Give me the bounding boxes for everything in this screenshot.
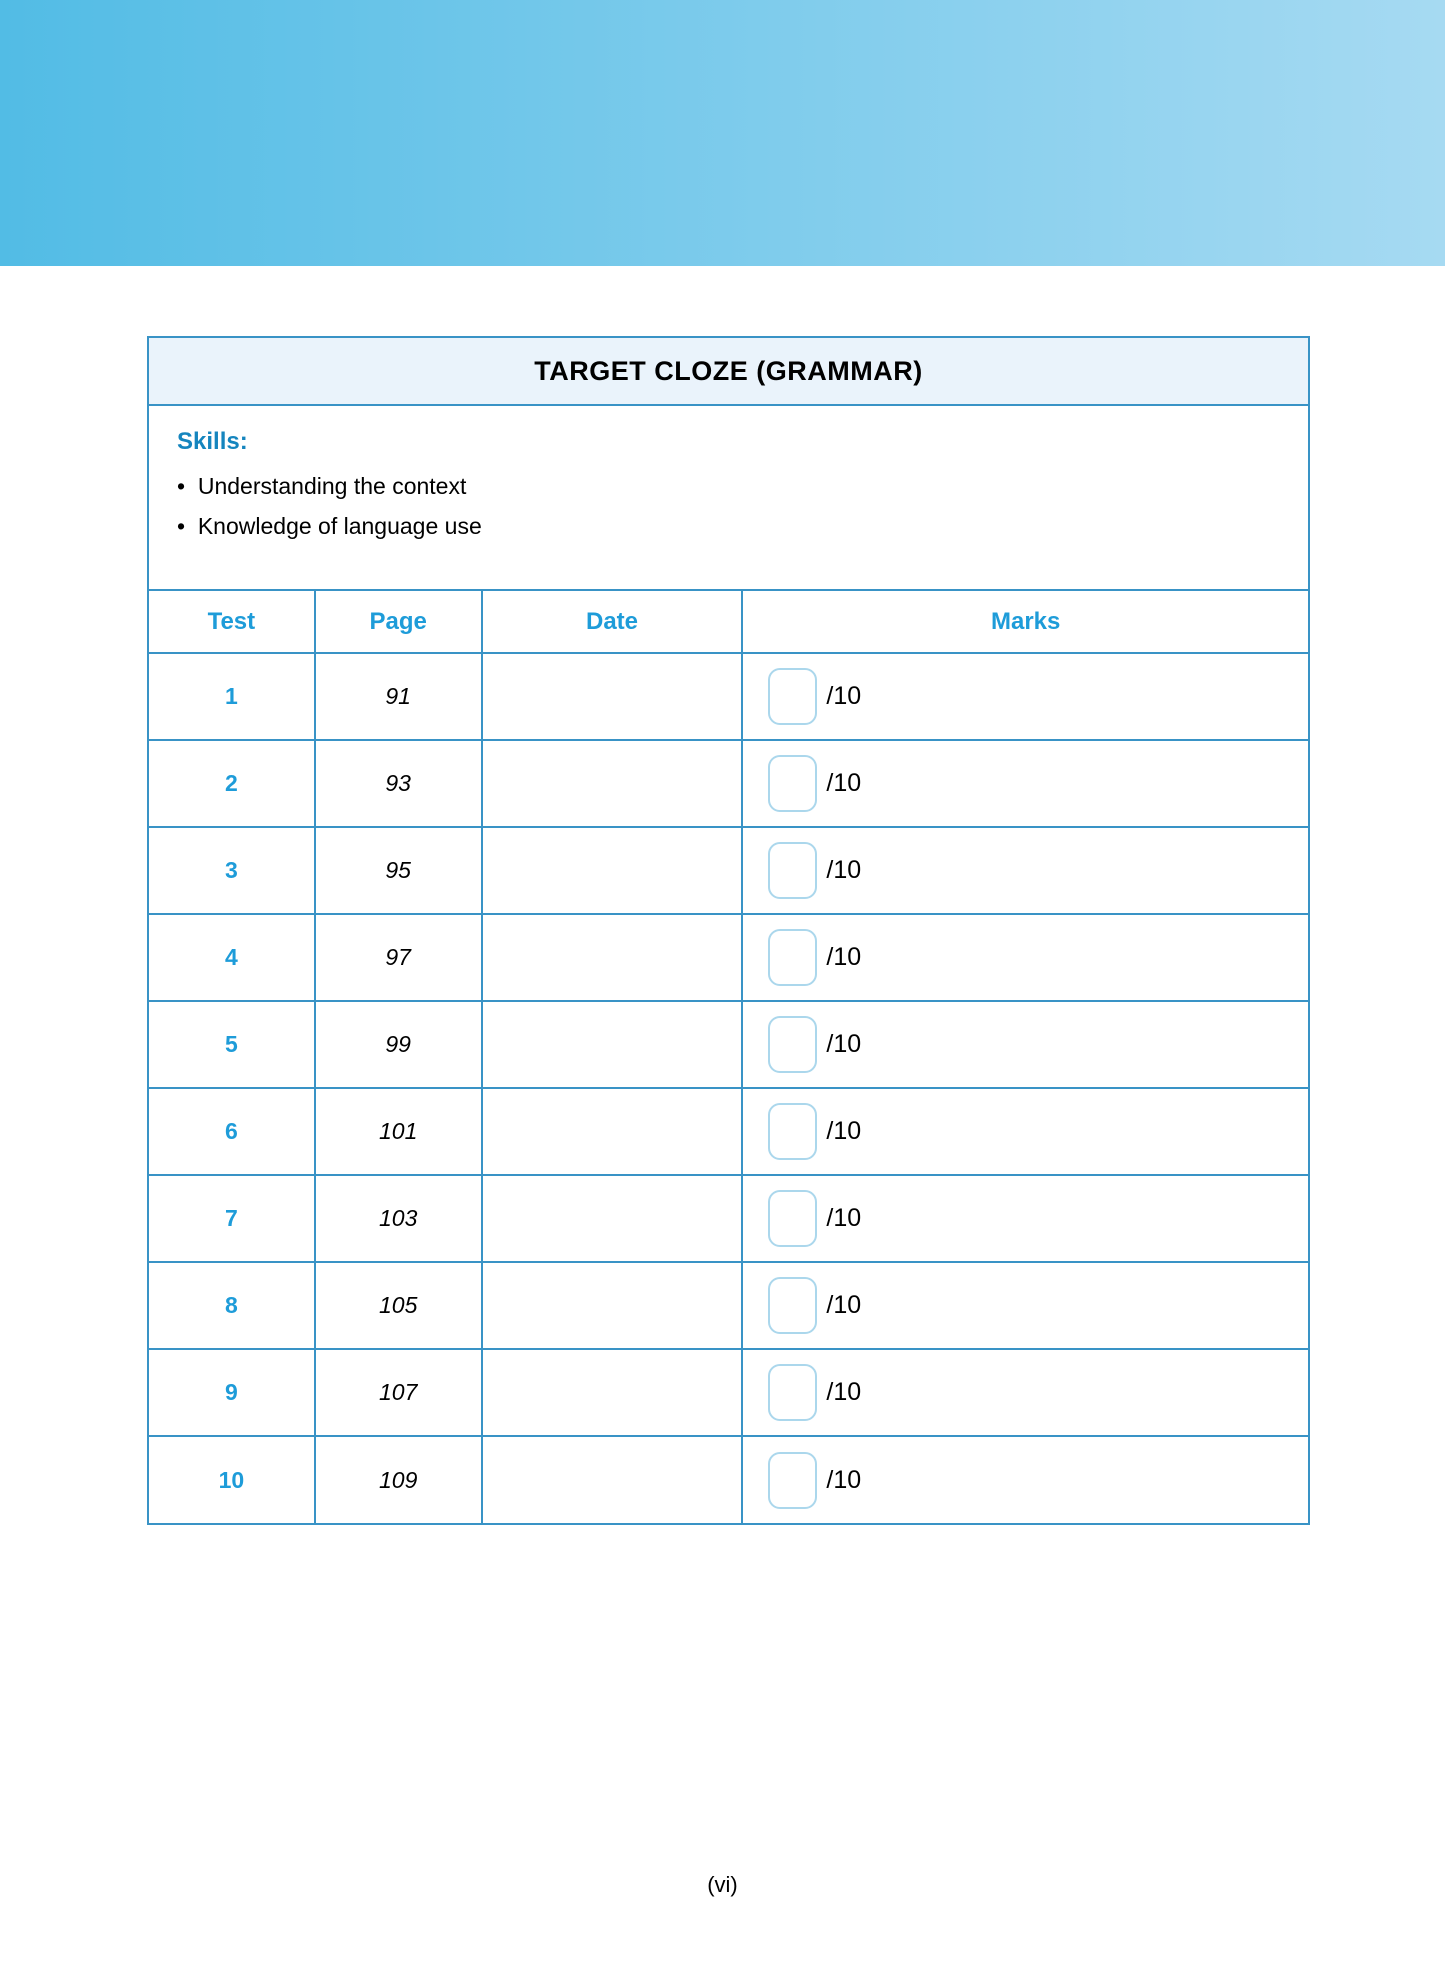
table-row xyxy=(149,1001,1308,1088)
marks-input-box[interactable] xyxy=(768,668,817,725)
page-number: 91 xyxy=(315,653,482,740)
marks-denominator: /10 xyxy=(826,1291,862,1319)
date-fill-in-cell[interactable] xyxy=(482,653,743,740)
test-number: 5 xyxy=(149,1001,315,1088)
table-row xyxy=(149,653,1308,740)
marks-cell xyxy=(742,1349,1308,1436)
marks-cell xyxy=(742,1436,1308,1523)
table-row xyxy=(149,1262,1308,1349)
marks-input-box[interactable] xyxy=(768,755,817,812)
score-table xyxy=(149,591,1308,1523)
page-number: 99 xyxy=(315,1001,482,1088)
test-number: 6 xyxy=(149,1088,315,1175)
marks-denominator: /10 xyxy=(826,1117,862,1145)
date-fill-in-cell[interactable] xyxy=(482,1175,743,1262)
marks-input-box[interactable] xyxy=(768,1190,817,1247)
page-number: 101 xyxy=(315,1088,482,1175)
header-gradient-band xyxy=(0,0,1445,266)
test-number: 9 xyxy=(149,1349,315,1436)
marks-denominator: /10 xyxy=(826,682,862,710)
skills-label: Skills: xyxy=(177,428,248,455)
page-number: 105 xyxy=(315,1262,482,1349)
date-fill-in-cell[interactable] xyxy=(482,1436,743,1523)
date-fill-in-cell[interactable] xyxy=(482,827,743,914)
skill-item: • Knowledge of language use xyxy=(177,514,1280,539)
table-body xyxy=(149,653,1308,1523)
marks-denominator: /10 xyxy=(826,769,862,797)
table-header-row xyxy=(149,591,1308,653)
skills-list xyxy=(177,474,1280,540)
column-header-date: Date xyxy=(482,591,743,653)
table-row xyxy=(149,1349,1308,1436)
table-row xyxy=(149,1088,1308,1175)
footer-page-number: (vi) xyxy=(707,1872,738,1897)
marks-input-box[interactable] xyxy=(768,1016,817,1073)
table-row xyxy=(149,740,1308,827)
marks-input-box[interactable] xyxy=(768,929,817,986)
column-header-marks: Marks xyxy=(742,591,1308,653)
card-title-bar xyxy=(149,338,1308,406)
page-number: 103 xyxy=(315,1175,482,1262)
column-header-page: Page xyxy=(315,591,482,653)
page-number: 109 xyxy=(315,1436,482,1523)
marks-denominator: /10 xyxy=(826,1030,862,1058)
marks-input-box[interactable] xyxy=(768,1452,817,1509)
test-number: 8 xyxy=(149,1262,315,1349)
marks-cell xyxy=(742,914,1308,1001)
table-row xyxy=(149,827,1308,914)
page-number: 93 xyxy=(315,740,482,827)
marks-denominator: /10 xyxy=(826,1378,862,1406)
skills-section xyxy=(149,406,1308,591)
test-number: 2 xyxy=(149,740,315,827)
test-number: 4 xyxy=(149,914,315,1001)
date-fill-in-cell[interactable] xyxy=(482,914,743,1001)
date-fill-in-cell[interactable] xyxy=(482,1001,743,1088)
marks-input-box[interactable] xyxy=(768,1103,817,1160)
test-number: 7 xyxy=(149,1175,315,1262)
marks-input-box[interactable] xyxy=(768,842,817,899)
date-fill-in-cell[interactable] xyxy=(482,1088,743,1175)
marks-denominator: /10 xyxy=(826,1465,862,1494)
marks-input-box[interactable] xyxy=(768,1277,817,1334)
table-row xyxy=(149,914,1308,1001)
marks-input-box[interactable] xyxy=(768,1364,817,1421)
test-number: 1 xyxy=(149,653,315,740)
page-number: 95 xyxy=(315,827,482,914)
page-number: 97 xyxy=(315,914,482,1001)
test-number: 3 xyxy=(149,827,315,914)
marks-cell xyxy=(742,1088,1308,1175)
marks-denominator: /10 xyxy=(826,856,862,884)
date-fill-in-cell[interactable] xyxy=(482,1262,743,1349)
score-card xyxy=(147,336,1310,1525)
date-fill-in-cell[interactable] xyxy=(482,1349,743,1436)
marks-cell xyxy=(742,1001,1308,1088)
skill-item: • Understanding the context xyxy=(177,474,1280,499)
table-row xyxy=(149,1436,1308,1523)
marks-cell xyxy=(742,1262,1308,1349)
marks-denominator: /10 xyxy=(826,1204,862,1232)
marks-cell xyxy=(742,740,1308,827)
marks-cell xyxy=(742,1175,1308,1262)
marks-cell xyxy=(742,827,1308,914)
card-title: TARGET CLOZE (GRAMMAR) xyxy=(534,355,923,386)
column-header-test: Test xyxy=(207,607,256,635)
page-number: 107 xyxy=(315,1349,482,1436)
date-fill-in-cell[interactable] xyxy=(482,740,743,827)
marks-cell xyxy=(742,653,1308,740)
test-number: 10 xyxy=(149,1436,315,1523)
table-row xyxy=(149,1175,1308,1262)
marks-denominator: /10 xyxy=(826,943,862,971)
